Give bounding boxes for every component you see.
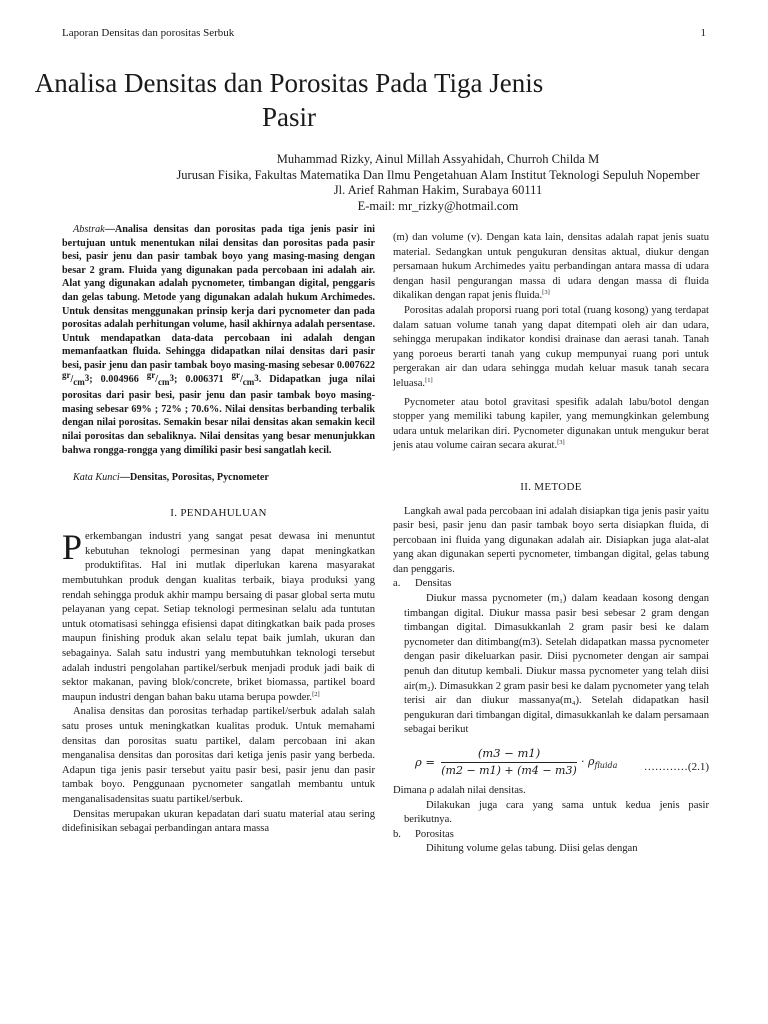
citation-ref: [1] (425, 376, 433, 384)
method-item-porositas (393, 828, 709, 843)
author-names: Muhammad Rizky, Ainul Millah Assyahidah, Churroh Childa M (276, 152, 600, 166)
drop-cap: P (62, 527, 83, 568)
author-block (100, 152, 768, 214)
formula-explanation: Dimana ρ adalah nilai densitas. (393, 785, 526, 796)
keywords (62, 471, 375, 486)
page-number: 1 (700, 27, 706, 39)
density-unit-1: $^{gr}/_{cm^3}$ (62, 369, 90, 387)
intro-paragraph-3: Densitas merupakan ukuran kepadatan dari suatu material atau sering didefinisikan sebagai perbandingan antara massa (62, 808, 375, 835)
separator-1: ; (89, 373, 93, 385)
abstract (62, 223, 375, 457)
porositas-procedure: Dihitung volume gelas tabung. Diisi gelas dengan (426, 843, 638, 855)
density-value-2: 0.004966 (100, 373, 139, 385)
right-paragraph-3 (393, 396, 709, 454)
abstract-text-1: —Analisa densitas dan porositas pada tiga jenis pasir ini bertujuan untuk menentukan nilai densitas dan porositas pada pasir besi, pasir jenu dan pasir tambak boyo yang masing-masing dengan besar 2 gram. Fluida yang digunakan pada percobaan ini adalah air. Alat yang digunakan adalah pycnometer, timbangan digital, penggaris dan gelas tabung. Metode yang digunakan adalah hukum Archimedes. Untuk densitas menggunakan prinsip kerja dari pycnometer dan pada porositas adalah perhitungan volume, hasil akhirnya adalah persentase. Untuk mendapatkan data-data percobaan ini adalah dengan memanfaatkan fluida. Sehingga didapatkan nilai densitas dari pasir besi, pasir jenu dan pasir tambak boyo masing-masing sebesar (62, 224, 375, 371)
formula-fraction (441, 746, 577, 778)
running-title: Laporan Densitas dan porositas Serbuk (62, 27, 235, 39)
running-header (62, 27, 706, 39)
separator-2: ; (174, 373, 178, 385)
item-b-label: Porositas (415, 828, 454, 840)
paper-title (0, 66, 578, 134)
density-value-3: 0.006371 (185, 373, 224, 385)
left-column (62, 223, 375, 837)
density-value-1: 0.007622 (336, 359, 376, 371)
equation-number: …………(2.1) (643, 761, 709, 773)
density-unit-2: $^{gr}/_{cm^3}$ (146, 369, 175, 387)
item-a-marker: a. (393, 578, 401, 590)
formula-lhs: ρ = (415, 755, 436, 769)
method-repeat-note: Dilakukan juga cara yang sama untuk kedua jenis pasir berikutnya. (404, 799, 709, 826)
keywords-label: Kata Kunci (73, 472, 120, 484)
right-paragraph-2-text: Porositas adalah proporsi ruang pori total (ruang kosong) yang terdapat dalam satuan volume tanah yang dapat ditempati oleh air dan udara, sehingga merupakan indikator kondisi drainase dan aerasi tanah. Tanah yang poroeus berarti tanah yang cukup mempunyai ruang pori untuk pergerakan air dan udara sehingga mudah keluar masuk tanah secara leluasa. (393, 304, 709, 389)
right-paragraph-1 (393, 231, 709, 304)
method-item-densitas (393, 577, 709, 592)
method-paragraph-1: Langkah awal pada percobaan ini adalah disiapkan tiga jenis pasir yaitu pasir besi, pasir jenu dan pasir tambak boyo serta disiapkan fluida, di percobaan ini fluida yang digunakan adalah air. Disiapkan juga alat-alat yang akan digunakan seperti pycnometer, timbangan digital, gelas tabung dan penggaris. (393, 505, 709, 575)
author-address: Jl. Arief Rahman Hakim, Surabaya 60111 (333, 183, 543, 197)
title-line-2: Pasir (262, 102, 316, 132)
intro-paragraph-1-text: erkembangan industri yang sangat pesat dewasa ini menuntut kebutuhan teknologi permesinan yang dapat meningkatkan produktifitas. Hal ini mutlak diperlukan karena masyarakat membutuhkan produk dengan kualitas terbaik, biaya produksi yang rendah sehingga produk akhir mampu bersaing di pasar global serta mutu pelayanan yang cepat. Setiap teknologi permesinan selalu ada tuntutan untuk otomatisasi sehingga efisiensi dapat ditingkatkan baik pada proses maupun finishing produk akan selalu tepat baik jumlah, ukuran dan sebagainya. Salah satu industri yang membutuhkan teknologi tersebut adalah industri pengolahan partikel/serbuk menjadi produk jadi baik di sektor makanan, paving blok/concrete, briket biomassa, partikel board maupun industri dengan bahan baku utama berupa powder. (62, 531, 375, 703)
intro-paragraph-1 (62, 527, 375, 705)
item-a-label: Densitas (415, 578, 452, 590)
density-formula (393, 746, 709, 780)
intro-paragraph-2: Analisa densitas dan porositas terhadap partikel/serbuk adalah salah satu proses untuk meningkatkan kualitas produk. Untuk memahami densitas dan porositas suatu partikel, dalam percobaan ini akan menganalisa densitas dan porositas dari ketiga jenis pasir yang berbeda. Adapun tiga jenis pasir tersebut yaitu pasir besi, pasir jenu dan pasir tambak boyo. Penggunaan pycnometer sangatlah membantu untuk menganalisadensitas suatu partikel/serbuk. (62, 706, 375, 805)
section-heading-metode: II. METODE (520, 480, 582, 493)
formula-denominator: (m2 − m1) + (m4 − m3) (441, 763, 577, 777)
right-paragraph-3-text: Pycnometer atau botol gravitasi spesifik adalah labu/botol dengan stopper yang memiliki tabung kapiler, yang memungkinkan gelembung udara untuk melarikan diri. Pycnometer digunakan untuk mengukur berat jenis atau volume cairan secara akurat. (393, 396, 709, 452)
right-paragraph-1-text: (m) dan volume (v). Dengan kata lain, densitas adalah rapat jenis suatu material. Sedangkan untuk pengukuran densitas aktual, diukur dengan persamaan hukum Archimedes yaitu perbandingan antara massa di udara dengan hasil pengurangan massa di udara dengan massa di fluida dikalikan dengan rapat jenis fluida. (393, 232, 709, 302)
abstract-text-2: . Didapatkan juga nilai porositas dari pasir besi, pasir jenu dan pasir tambak boyo masing-masing sebesar 69% ; 72% ; 70.6%. Nilai densitas berbanding terbalik dengan nilai porositas. Semakin besar nilai densitas akan semakin kecil nilai porositas dan sebaliknya. Nilai densitas yang besar menunjukkan bahwa rongga-rongga yang dimiliki pasir besi sangatlah kecil. (62, 373, 376, 456)
formula-fluid-density: · $\rho_{fluida}$ (581, 755, 618, 771)
author-affiliation: Jurusan Fisika, Fakultas Matematika Dan Ilmu Pengetahuan Alam Institut Teknologi Sepuluh Nopember (176, 167, 700, 182)
density-unit-3: $^{gr}/_{cm^3}$ (231, 369, 259, 387)
item-b-marker: b. (393, 828, 401, 840)
right-column (393, 231, 709, 857)
abstract-label: Abstrak (73, 224, 105, 235)
title-line-1: Analisa Densitas dan Porositas Pada Tiga Jenis (34, 68, 544, 98)
keywords-value: —Densitas, Porositas, Pycnometer (119, 472, 269, 484)
citation-ref: [2] (312, 690, 320, 698)
section-heading-pendahuluan: I. PENDAHULUAN (170, 506, 267, 519)
citation-ref: [3] (557, 439, 565, 447)
citation-ref: [3] (542, 289, 550, 297)
formula-numerator: (m3 − m1) (441, 746, 577, 763)
author-email: E-mail: mr_rizky@hotmail.com (357, 198, 519, 213)
right-paragraph-2 (393, 304, 709, 392)
densitas-procedure: Diukur massa pycnometer (m₁) dalam keadaan kosong dengan timbangan digital. Diukur massa pasir besi sebesar 2 gram dengan timbangan digital. Dimasukkanlah 2 gram pasir besi ke dalam pycnometer dan ditimbang(m3). Setelah didapatkan massa pycnometer dengan pasir dikeluarkan pasir. Diisi pycnometer dengan air sampai penuh dan ditutup kembali. Diukur massa pycnometer yang telah diisi air(m₂). Dimasukkan 2 gram pasir besi ke dalam pycnometer yang telah terisi air dan diukur massanya(m₄). Setelah didapatkan hasil pengukuran dari timbangan digital, dimasukkanlah ke dalam persamaan sebagai berikut (404, 593, 709, 736)
